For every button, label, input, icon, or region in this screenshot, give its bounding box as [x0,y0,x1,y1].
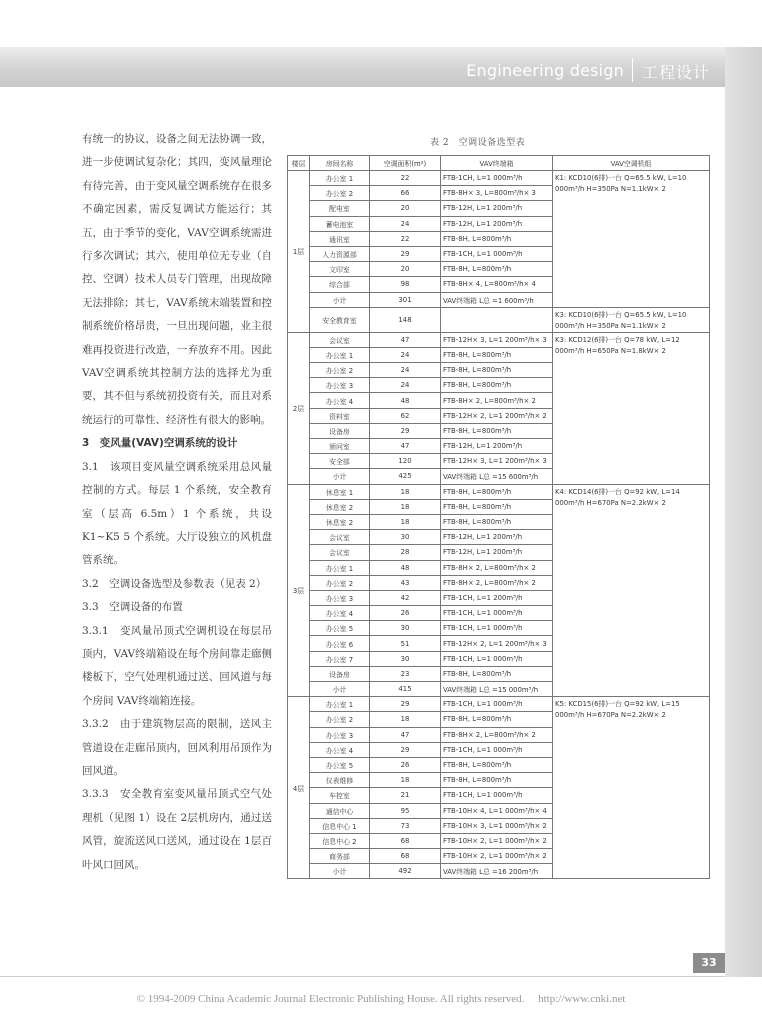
room-name-cell: 办公室 2 [310,363,370,378]
terminal-box-cell: FTB-12H, L=1 200m³/h [441,530,553,545]
area-cell: 28 [370,545,441,560]
room-name-cell: 小计 [310,469,370,484]
terminal-box-cell: FTB-8H, L=800m³/h [441,712,553,727]
terminal-box-cell: FTB-12H, L=1 200m³/h [441,545,553,560]
copyright-footer: © 1994-2009 China Academic Journal Electronic Publishing House. All rights reserved. http://www.cnki.net [136,993,626,1005]
terminal-box-cell: FTB-12H× 2, L=1 200m³/h× 3 [441,636,553,651]
paragraph: 3.3 空调设备的布置 [82,601,183,614]
area-cell: 22 [370,231,441,246]
section-heading: 3 变风量(VAV)空调系统的设计 [82,437,238,450]
area-cell: 24 [370,378,441,393]
area-cell: 30 [370,530,441,545]
room-name-cell: 办公室 3 [310,378,370,393]
table-header-row [288,156,710,171]
terminal-box-cell: FTB-1CH, L=1 000m³/h [441,651,553,666]
room-name-cell: 办公室 3 [310,590,370,605]
air-unit-cell: K4: KCD14(6排)一台 Q=92 kW, L=14 000m³/h H=670Pa N=2.2kW× 2 [553,484,710,697]
header-title-cn: 工程设计 [642,63,711,82]
terminal-box-cell: VAV终端箱 L总 =1 600m³/h [441,292,553,307]
room-name-cell: 综合部 [310,277,370,292]
area-cell: 98 [370,277,441,292]
paragraph: 3.2 空调设备选型及参数表（见表 2） [82,577,267,590]
room-name-cell: 蓄电池室 [310,216,370,231]
equipment-table [287,155,710,879]
room-name-cell: 车控室 [310,788,370,803]
terminal-box-cell: FTB-8H× 2, L=800m³/h× 2 [441,393,553,408]
room-name-cell: 休息室 1 [310,484,370,499]
terminal-box-cell: FTB-8H, L=800m³/h [441,363,553,378]
area-cell: 492 [370,864,441,879]
room-name-cell: 办公室 1 [310,171,370,186]
room-name-cell: 设备房 [310,423,370,438]
terminal-box-cell: FTB-1CH, L=1 000m³/h [441,606,553,621]
room-name-cell: 信息中心 2 [310,833,370,848]
room-name-cell: 小计 [310,864,370,879]
terminal-box-cell: FTB-8H× 2, L=800m³/h× 2 [441,575,553,590]
area-cell: 20 [370,262,441,277]
room-name-cell: 信息中心 1 [310,818,370,833]
terminal-box-cell: FTB-12H, L=1 200m³/h [441,216,553,231]
paragraph: 3.1 该项目变风量空调系统采用总风量控制的方式。每层 1 个系统，安全教育室（层高 6.5m）1 个系统，共设 K1~K5 5 个系统。大厅设独立的风机盘管系统。 [82,460,272,567]
area-cell: 21 [370,788,441,803]
area-cell: 68 [370,849,441,864]
terminal-box-cell: FTB-12H, L=1 200m³/h [441,201,553,216]
room-name-cell: 办公室 1 [310,560,370,575]
table-row [288,697,710,712]
terminal-box-cell: FTB-10H× 3, L=1 000m³/h× 2 [441,818,553,833]
room-name-cell: 通讯室 [310,231,370,246]
room-name-cell: 会议室 [310,545,370,560]
terminal-box-cell: FTB-8H, L=800m³/h [441,231,553,246]
room-name-cell: 资料室 [310,408,370,423]
area-cell: 51 [370,636,441,651]
terminal-box-cell: FTB-8H, L=800m³/h [441,773,553,788]
area-cell: 43 [370,575,441,590]
terminal-box-cell: VAV终端箱 L总 =15 600m³/h [441,469,553,484]
area-cell: 120 [370,454,441,469]
room-name-cell: 商务部 [310,849,370,864]
room-name-cell: 会议室 [310,332,370,347]
room-name-cell: 休息室 2 [310,514,370,529]
header-title-en: Engineering design [466,61,624,80]
body-text-column [82,128,272,877]
terminal-box-cell: FTB-8H, L=800m³/h [441,378,553,393]
paragraph: 3.3.1 变风量吊顶式空调机设在每层吊顶内，VAV终端箱设在每个房间靠走廊侧楼板下，空气处理机通过送、回风道与每个房间 VAV终端箱连接。 [82,624,272,707]
room-name-cell: 办公室 2 [310,186,370,201]
floor-cell: 4层 [288,697,310,879]
terminal-box-cell: FTB-8H, L=800m³/h [441,757,553,772]
room-name-cell: 小计 [310,682,370,697]
terminal-box-cell: FTB-1CH, L=1 000m³/h [441,246,553,261]
floor-cell: 2层 [288,332,310,484]
area-cell: 48 [370,393,441,408]
area-cell: 48 [370,560,441,575]
area-cell: 415 [370,682,441,697]
terminal-box-cell: FTB-10H× 2, L=1 000m³/h× 2 [441,849,553,864]
area-cell: 30 [370,651,441,666]
area-cell: 68 [370,833,441,848]
area-cell: 42 [370,590,441,605]
terminal-box-cell: FTB-1CH, L=1 000m³/h [441,788,553,803]
area-cell: 18 [370,514,441,529]
room-name-cell: 办公室 5 [310,757,370,772]
right-margin-bar [725,47,762,977]
room-name-cell: 文印室 [310,262,370,277]
room-name-cell: 仪表维修 [310,773,370,788]
floor-cell: 3层 [288,484,310,697]
terminal-box-cell: FTB-1CH, L=1 200m³/h [441,590,553,605]
terminal-box-cell: FTB-8H, L=800m³/h [441,484,553,499]
terminal-box-cell: FTB-8H, L=800m³/h [441,666,553,681]
header-cell: VAV空调机组 [553,156,710,171]
room-name-cell: 办公室 3 [310,727,370,742]
table-row [288,484,710,499]
area-cell: 29 [370,423,441,438]
terminal-box-cell: FTB-8H× 2, L=800m³/h× 2 [441,727,553,742]
terminal-box-cell: FTB-8H× 2, L=800m³/h× 2 [441,560,553,575]
room-name-cell: 办公室 2 [310,712,370,727]
area-cell: 95 [370,803,441,818]
terminal-box-cell: FTB-12H× 2, L=1 200m³/h× 2 [441,408,553,423]
room-name-cell: 办公室 4 [310,606,370,621]
terminal-box-cell: FTB-8H, L=800m³/h [441,347,553,362]
room-name-cell: 颁问室 [310,439,370,454]
terminal-box-cell: FTB-8H× 3, L=800m³/h× 3 [441,186,553,201]
area-cell: 66 [370,186,441,201]
area-cell: 24 [370,363,441,378]
area-cell: 425 [370,469,441,484]
area-cell: 73 [370,818,441,833]
terminal-box-cell: FTB-1CH, L=1 000m³/h [441,697,553,712]
room-name-cell: 会议室 [310,530,370,545]
area-cell: 29 [370,697,441,712]
paragraph: 3.3.3 安全教育室变风量吊顶式空气处理机（见图 1）设在 2层机房内，通过送风管，旋流送风口送风，通过设在 1层百叶风口回风。 [82,788,272,871]
terminal-box-cell: FTB-8H, L=800m³/h [441,514,553,529]
terminal-box-cell: FTB-8H, L=800m³/h [441,499,553,514]
room-name-cell: 办公室 6 [310,636,370,651]
air-unit-cell: K3: KCD12(6排)一台 Q=78 kW, L=12 000m³/h H=650Pa N=1.8kW× 2 [553,332,710,484]
table-caption: 表 2 空调设备选型表 [430,138,526,148]
room-name-cell: 办公室 5 [310,621,370,636]
header-cell: 空调面积(m²) [370,156,441,171]
area-cell: 62 [370,408,441,423]
area-cell: 47 [370,332,441,347]
area-cell: 18 [370,484,441,499]
terminal-box-cell: FTB-10H× 2, L=1 000m³/h× 2 [441,833,553,848]
table-row [288,171,710,186]
room-name-cell: 办公室 1 [310,347,370,362]
table-row [288,307,710,332]
room-name-cell: 安全部 [310,454,370,469]
terminal-box-cell: FTB-12H× 3, L=1 200m³/h× 3 [441,332,553,347]
terminal-box-cell [441,307,553,332]
area-cell: 22 [370,171,441,186]
room-name-cell: 通信中心 [310,803,370,818]
area-cell: 24 [370,216,441,231]
area-cell: 18 [370,712,441,727]
room-name-cell: 休息室 2 [310,499,370,514]
terminal-box-cell: VAV终端箱 L总 =16 200m³/h [441,864,553,879]
area-cell: 301 [370,292,441,307]
area-cell: 23 [370,666,441,681]
room-name-cell: 设备房 [310,666,370,681]
area-cell: 18 [370,773,441,788]
terminal-box-cell: VAV终端箱 L总 =15 000m³/h [441,682,553,697]
area-cell: 26 [370,606,441,621]
room-name-cell: 配电室 [310,201,370,216]
paragraph: 3.3.2 由于建筑物层高的限制，送风主管道设在走廊吊顶内，回风利用吊顶作为回风道。 [82,718,272,777]
area-cell: 20 [370,201,441,216]
area-cell: 29 [370,742,441,757]
area-cell: 47 [370,727,441,742]
area-cell: 18 [370,499,441,514]
terminal-box-cell: FTB-8H× 4, L=800m³/h× 4 [441,277,553,292]
area-cell: 47 [370,439,441,454]
footer-divider [0,976,725,977]
air-unit-cell: K5: KCD15(6排)一台 Q=92 kW, L=15 000m³/h H=670Pa N=2.2kW× 2 [553,697,710,879]
air-unit-cell: K1: KCD10(6排)一台 Q=65.5 kW, L=10 000m³/h H=350Pa N=1.1kW× 2 [553,171,710,308]
area-cell: 30 [370,621,441,636]
terminal-box-cell: FTB-12H× 3, L=1 200m³/h× 3 [441,454,553,469]
room-name-cell: 办公室 4 [310,742,370,757]
terminal-box-cell: FTB-12H, L=1 200m³/h [441,439,553,454]
room-name-cell: 办公室 4 [310,393,370,408]
header-cell: VAV终端箱 [441,156,553,171]
header-cell: 房间名称 [310,156,370,171]
terminal-box-cell: FTB-8H, L=800m³/h [441,262,553,277]
terminal-box-cell: FTB-1CH, L=1 000m³/h [441,621,553,636]
room-name-cell: 人力资源部 [310,246,370,261]
area-cell: 148 [370,307,441,332]
area-cell: 29 [370,246,441,261]
room-name-cell: 办公室 7 [310,651,370,666]
air-unit-cell: K3: KCD10(6排)一台 Q=65.5 kW, L=10 000m³/h H=350Pa N=1.1kW× 2 [553,307,710,332]
area-cell: 24 [370,347,441,362]
room-name-cell: 办公室 2 [310,575,370,590]
terminal-box-cell: FTB-8H, L=800m³/h [441,423,553,438]
room-name-cell: 小计 [310,292,370,307]
table-row [288,332,710,347]
header-separator [632,58,633,82]
page-number: 33 [693,953,725,973]
room-name-cell: 办公室 1 [310,697,370,712]
terminal-box-cell: FTB-10H× 4, L=1 000m³/h× 4 [441,803,553,818]
header-cell: 楼层 [288,156,310,171]
area-cell: 26 [370,757,441,772]
paragraph: 有统一的协议，设备之间无法协调一致，进一步使调试复杂化；其四，变风量理论有待完善，由于变风量空调系统存在很多不确定因素，需反复调试方能运行；其五，由于季节的变化，VAV空调系统需进行多次调试；其六，使用单位无专业（自控、空调）技术人员专门管理，出现故障无法排除；其七，VAV系统末端装置和控制系统价格昂贵，一旦出现问题，业主很难再投资进行改造，一弃放弃不用。因此VAV空调系统其控制方法的选择尤为重要，其不但与系统初投资有关，而且对系统运行的可靠性、经济性有很大的影响。 [82,133,272,426]
floor-cell: 1层 [288,171,310,333]
terminal-box-cell: FTB-1CH, L=1 000m³/h [441,171,553,186]
terminal-box-cell: FTB-1CH, L=1 000m³/h [441,742,553,757]
room-name-cell: 安全教育室 [310,307,370,332]
